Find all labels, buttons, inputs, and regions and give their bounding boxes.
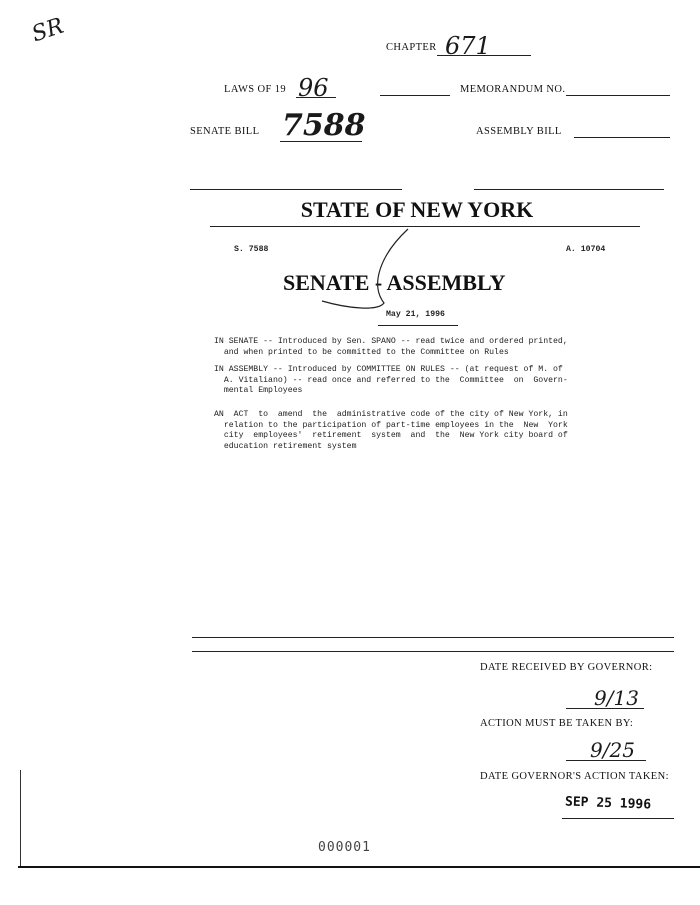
- chapter-value: 671: [445, 32, 491, 60]
- received-value: 9/13: [594, 686, 639, 710]
- pen-stroke: [320, 225, 410, 315]
- bill-date: May 21, 1996: [386, 310, 445, 319]
- rule-left: [190, 189, 402, 190]
- laws-label: LAWS OF 19: [224, 84, 287, 95]
- act-description: AN ACT to amend the administrative code of the city of New York, in relation to the participation of part-time employees in the New York city employees' retirement system and the New York city board of education retirement system: [214, 410, 568, 451]
- senate-bill-value: 7588: [282, 108, 366, 143]
- title-rule: [210, 226, 640, 227]
- memo-label: MEMORANDUM NO.: [460, 84, 566, 95]
- page-number: 000001: [318, 840, 371, 855]
- senate-intro: IN SENATE -- Introduced by Sen. SPANO -- read twice and ordered printed, and when printed to be committed to the Committee on Rules: [214, 337, 568, 357]
- action-by-value: 9/25: [590, 738, 635, 762]
- assembly-intro: IN ASSEMBLY -- Introduced by COMMITTEE ON RULES -- (at request of M. of A. Vitaliano) -- read once and referred to the Committee on Govern- mental Employees: [214, 365, 568, 395]
- assembly-bill-label: ASSEMBLY BILL: [476, 126, 562, 137]
- date-rule: [378, 325, 458, 326]
- laws-underline: [296, 97, 336, 98]
- action-by-underline: [566, 760, 646, 761]
- action-taken-stamp: SEP 25 1996: [564, 794, 652, 813]
- senate-number: S. 7588: [234, 245, 269, 254]
- page-bottom-edge: [18, 866, 700, 868]
- senate-bill-label: SENATE BILL: [190, 126, 260, 137]
- received-underline: [566, 708, 644, 709]
- laws-value: 96: [298, 74, 329, 102]
- rule-right: [474, 189, 664, 190]
- chapter-label: CHAPTER: [386, 42, 437, 53]
- chapter-underline: [437, 55, 531, 56]
- page-left-edge: [20, 770, 21, 866]
- chamber-title: SENATE - ASSEMBLY: [283, 270, 506, 295]
- assembly-bill-underline: [574, 137, 670, 138]
- blank-underline: [380, 95, 450, 96]
- margin-note: SR: [28, 13, 67, 48]
- lower-rule-1: [192, 637, 674, 638]
- action-taken-label: DATE GOVERNOR'S ACTION TAKEN:: [480, 771, 669, 782]
- action-taken-underline: [562, 818, 674, 819]
- action-by-label: ACTION MUST BE TAKEN BY:: [480, 718, 634, 729]
- assembly-number: A. 10704: [566, 245, 606, 254]
- state-title: STATE OF NEW YORK: [300, 197, 534, 222]
- senate-bill-underline: [280, 141, 362, 142]
- lower-rule-2: [192, 651, 674, 652]
- memo-underline: [566, 95, 670, 96]
- received-label: DATE RECEIVED BY GOVERNOR:: [480, 662, 653, 673]
